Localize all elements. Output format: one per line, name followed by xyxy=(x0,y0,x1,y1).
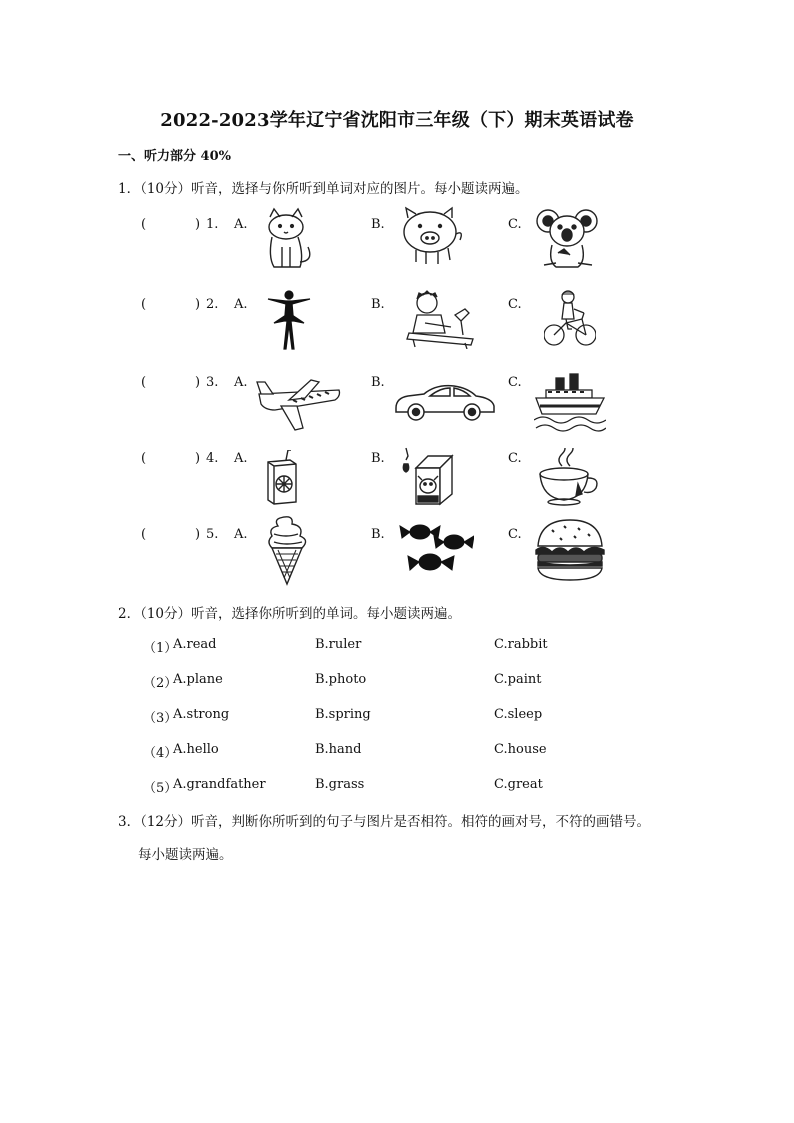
question-3-prompt: 3．（12分）听音，判断你所听到的句子与图片是否相符。相符的画对号，不符的画错号。 xyxy=(118,814,651,830)
juice-box-icon xyxy=(264,450,300,506)
row-number: （3） xyxy=(143,711,178,726)
option-c-label: C. xyxy=(508,451,522,466)
answer-blank-open[interactable]: ( xyxy=(141,375,147,390)
option-a-label: A. xyxy=(234,451,248,466)
answer-blank-open[interactable]: ( xyxy=(141,527,147,542)
option-a[interactable]: A.read xyxy=(173,637,217,652)
option-b[interactable]: B.photo xyxy=(315,672,367,687)
q1-item xyxy=(0,446,794,526)
answer-blank-close: ) xyxy=(195,297,201,312)
option-b[interactable]: B.hand xyxy=(315,742,362,757)
car-icon xyxy=(392,382,498,424)
milk-carton-icon xyxy=(398,446,458,508)
option-a[interactable]: A.grandfather xyxy=(173,777,266,792)
q1-item xyxy=(0,522,794,602)
row-number: （1） xyxy=(143,641,178,656)
option-b-label: B. xyxy=(371,451,385,466)
option-a-label: A. xyxy=(234,297,248,312)
answer-blank-open[interactable]: ( xyxy=(141,217,147,232)
row-number: （2） xyxy=(143,676,178,691)
item-number: 3. xyxy=(206,375,219,390)
girl-riding-bike-icon xyxy=(544,289,596,349)
hamburger-icon xyxy=(532,516,608,584)
option-c[interactable]: C.house xyxy=(494,742,547,757)
item-number: 1. xyxy=(206,217,219,232)
option-c[interactable]: C.sleep xyxy=(494,707,543,722)
option-c[interactable]: C.great xyxy=(494,777,543,792)
answer-blank-open[interactable]: ( xyxy=(141,297,147,312)
option-b[interactable]: B.ruler xyxy=(315,637,362,652)
ice-cream-icon xyxy=(264,514,310,586)
option-a[interactable]: A.plane xyxy=(173,672,223,687)
item-number: 2. xyxy=(206,297,219,312)
pig-icon xyxy=(398,204,468,270)
option-c[interactable]: C.paint xyxy=(494,672,542,687)
ship-icon xyxy=(534,372,606,436)
option-b[interactable]: B.spring xyxy=(315,707,371,722)
ballet-dancer-icon xyxy=(264,289,314,355)
option-b-label: B. xyxy=(371,375,385,390)
option-b[interactable]: B.grass xyxy=(315,777,365,792)
answer-blank-open[interactable]: ( xyxy=(141,451,147,466)
option-c[interactable]: C.rabbit xyxy=(494,637,548,652)
question-3-prompt-continued: 每小题读两遍。 xyxy=(138,847,233,863)
q1-item xyxy=(0,212,794,292)
option-a-label: A. xyxy=(234,375,248,390)
option-c-label: C. xyxy=(508,297,522,312)
word-choice-row xyxy=(0,637,794,657)
cat-icon xyxy=(258,207,320,271)
answer-blank-close: ) xyxy=(195,375,201,390)
option-a-label: A. xyxy=(234,217,248,232)
row-number: （4） xyxy=(143,746,178,761)
section-heading: 一、听力部分 40% xyxy=(118,149,231,164)
option-b-label: B. xyxy=(371,527,385,542)
item-number: 4. xyxy=(206,451,219,466)
boy-painting-icon xyxy=(405,287,477,349)
koala-icon xyxy=(534,205,600,271)
option-a[interactable]: A.strong xyxy=(173,707,230,722)
option-a-label: A. xyxy=(234,527,248,542)
question-2-prompt: 2．（10分）听音，选择你所听到的单词。每小题读两遍。 xyxy=(118,606,462,622)
plane-icon xyxy=(255,376,341,434)
tea-cup-icon xyxy=(534,448,604,508)
item-number: 5. xyxy=(206,527,219,542)
word-choice-row xyxy=(0,777,794,797)
row-number: （5） xyxy=(143,781,178,796)
option-c-label: C. xyxy=(508,375,522,390)
answer-blank-close: ) xyxy=(195,527,201,542)
option-c-label: C. xyxy=(508,527,522,542)
option-b-label: B. xyxy=(371,217,385,232)
option-b-label: B. xyxy=(371,297,385,312)
word-choice-row xyxy=(0,742,794,762)
answer-blank-close: ) xyxy=(195,217,201,232)
question-1-prompt: 1．（10分）听音，选择与你所听到单词对应的图片。每小题读两遍。 xyxy=(118,181,529,197)
word-choice-row xyxy=(0,707,794,727)
answer-blank-close: ) xyxy=(195,451,201,466)
word-choice-row xyxy=(0,672,794,692)
option-a[interactable]: A.hello xyxy=(173,742,219,757)
page-title: 2022-2023学年辽宁省沈阳市三年级（下）期末英语试卷 xyxy=(160,110,634,131)
q1-item xyxy=(0,292,794,372)
option-c-label: C. xyxy=(508,217,522,232)
candy-icon xyxy=(398,518,474,580)
q1-item xyxy=(0,370,794,450)
